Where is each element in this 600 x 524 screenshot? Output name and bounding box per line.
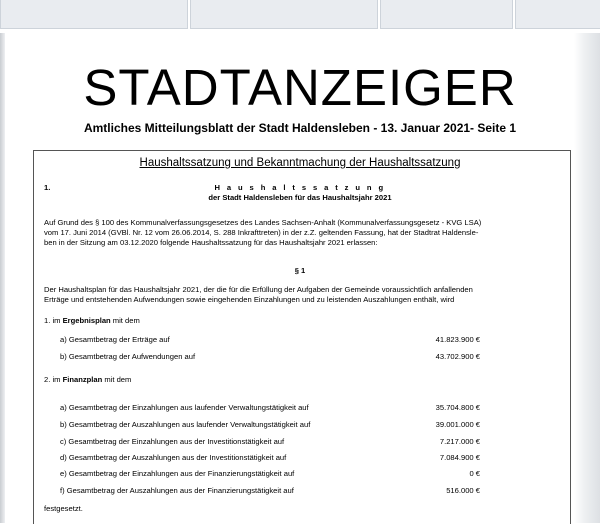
newspaper-masthead: STADTANZEIGER xyxy=(83,59,517,116)
closing-text: festgesetzt. xyxy=(44,504,83,513)
finanz-item-value: 7.084.900 € xyxy=(439,453,480,462)
finanz-item-value: 0 € xyxy=(469,469,480,478)
toolbar-panel-2[interactable] xyxy=(190,0,378,29)
ergebnis-item-value: 43.702.900 € xyxy=(435,352,480,361)
finanz-item-value: 7.217.000 € xyxy=(439,437,480,446)
section-number: 1. xyxy=(44,183,51,192)
finanz-item-label: e) Gesamtbetrag der Einzahlungen aus der Finanzierungstätigkeit auf xyxy=(60,469,295,478)
ergebnis-item-value: 41.823.900 € xyxy=(435,335,480,344)
toolbar-panel-1[interactable] xyxy=(0,0,188,29)
intro-line-3: ben in der Sitzung am 03.12.2020 folgende Haushaltssatzung für das Haushaltsjahr 2021 erlassen: xyxy=(44,238,378,247)
intro-line-2: vom 17. Juni 2014 (GVBl. Nr. 12 vom 26.06.2014, S. 288 Inkrafttreten) in der z.Z. geltenden Fassung, hat der Stadtrat Haldensle- xyxy=(44,228,479,237)
finanz-item-value: 35.704.800 € xyxy=(435,403,480,412)
toolbar-panel-3[interactable] xyxy=(380,0,513,29)
finanz-item-label: d) Gesamtbetrag der Auszahlungen aus der Investitionstätigkeit auf xyxy=(60,453,287,462)
ergebnis-item-label: a) Gesamtbetrag der Erträge auf xyxy=(60,335,170,344)
toolbar-panel-4[interactable] xyxy=(515,0,600,29)
para-line-2: Erträge und entstehenden Aufwendungen sowie eingehenden Einzahlungen und zu leistenden Auszahlungen enthält, wird xyxy=(44,295,455,304)
satzung-subtitle: der Stadt Haldensleben für das Haushaltsjahr 2021 xyxy=(208,193,392,202)
finanzplan-heading: 2. im Finanzplan mit dem xyxy=(44,375,132,384)
finanz-item-value: 516.000 € xyxy=(446,486,480,495)
finanz-item-value: 39.001.000 € xyxy=(435,420,480,429)
paragraph-sign: § 1 xyxy=(294,266,306,275)
document-heading: Haushaltssatzung und Bekanntmachung der Haushaltssatzung xyxy=(139,157,461,169)
para-line-1: Der Haushaltsplan für das Haushaltsjahr 2021, der die für die Erfüllung der Aufgaben der Gemeinde voraussichtlich anfallenden xyxy=(44,285,473,294)
ergebnisplan-heading: 1. im Ergebnisplan mit dem xyxy=(44,316,140,325)
masthead-subtitle: Amtliches Mitteilungsblatt der Stadt Haldensleben - 13. Januar 2021- Seite 1 xyxy=(83,121,517,135)
finanz-item-label: c) Gesamtbetrag der Einzahlungen aus der Investitionstätigkeit auf xyxy=(60,437,285,446)
intro-line-1: Auf Grund des § 100 des Kommunalverfassungsgesetzes des Landes Sachsen-Anhalt (Kommunalverfassungsgesetz - KVG LSA) xyxy=(44,218,482,227)
ergebnis-item-label: b) Gesamtbetrag der Aufwendungen auf xyxy=(60,352,196,361)
finanz-item-label: a) Gesamtbetrag der Einzahlungen aus laufender Verwaltungstätigkeit auf xyxy=(60,403,309,412)
finanz-item-label: f) Gesamtbetrag der Auszahlungen aus der Finanzierungstätigkeit auf xyxy=(60,486,294,495)
viewer-toolbar xyxy=(0,0,600,33)
satzung-title: H a u s h a l t s s a t z u n g xyxy=(214,183,386,192)
finanz-item-label: b) Gesamtbetrag der Auszahlungen aus laufender Verwaltungstätigkeit auf xyxy=(60,420,311,429)
